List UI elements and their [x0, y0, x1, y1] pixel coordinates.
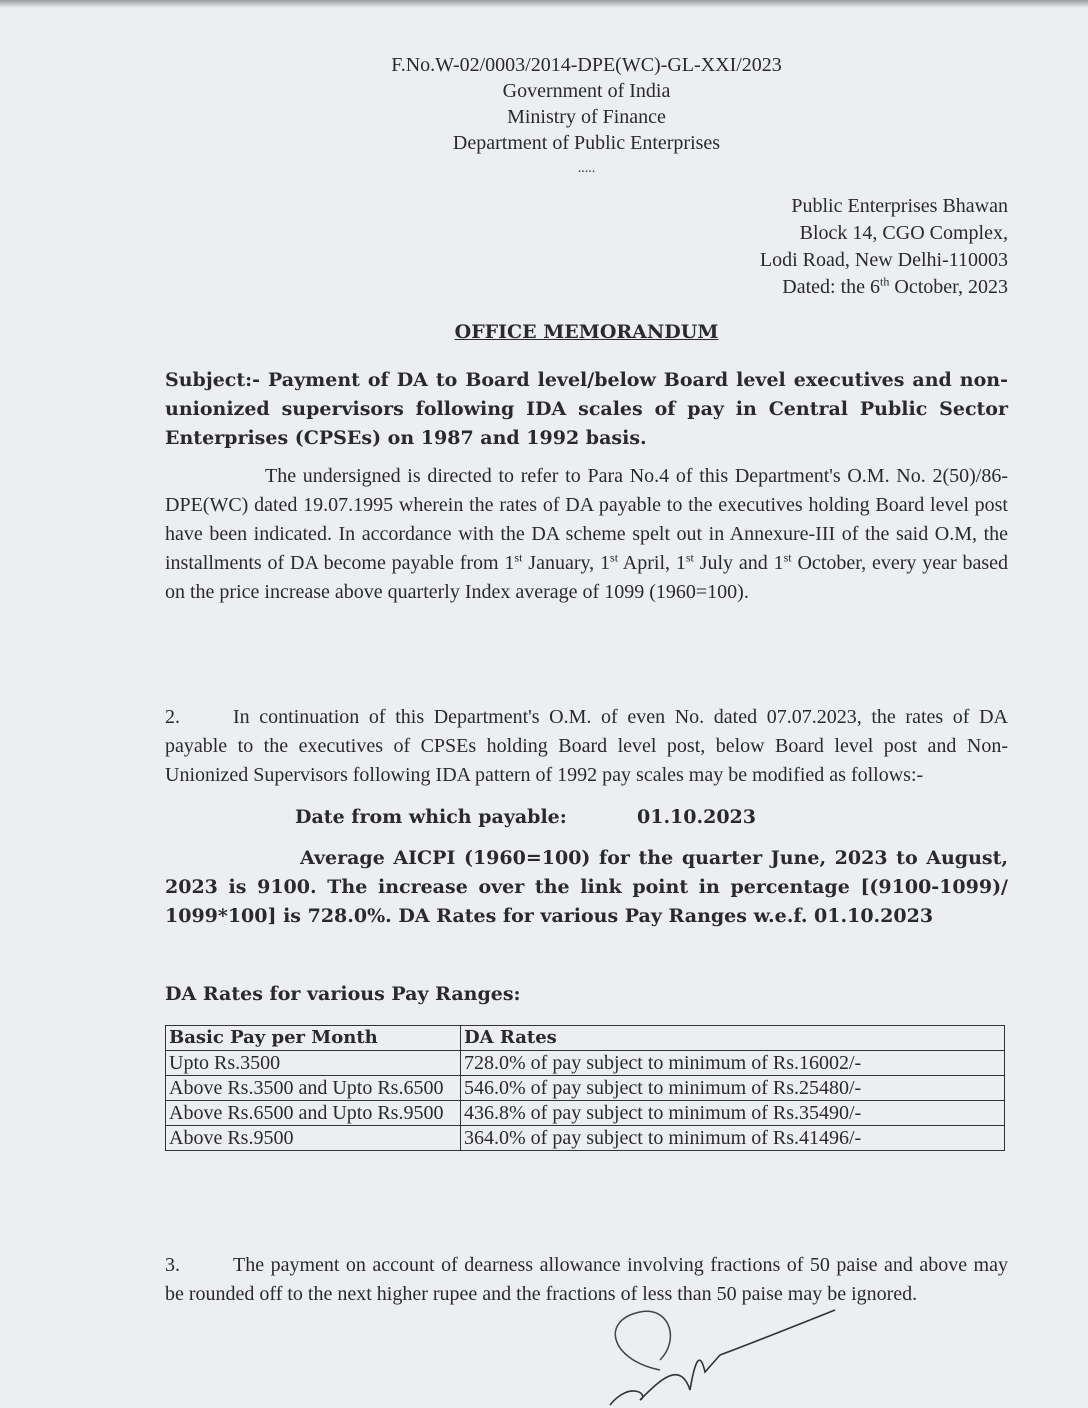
paragraph-1: [165, 462, 1008, 607]
para-number: 3.: [165, 1254, 180, 1276]
column-header: DA Rates: [461, 1026, 1005, 1051]
payable-value: 01.10.2023: [637, 806, 756, 828]
aicpi-text: Average AICPI (1960=100) for the quarter June, 2023 to August, 2023 is 9100. The increase over the link point in percentage [(9100-1099)/ 1099*100] is 728.0%. DA Rates for various Pay Ranges w.e.f. 01.10.2023: [165, 847, 1008, 927]
column-header: Basic Pay per Month: [166, 1026, 461, 1051]
address-block: [165, 193, 1008, 301]
para-text: April, 1: [618, 552, 686, 574]
subject: Subject:- Payment of DA to Board level/below Board level executives and non-unionized supervisors following IDA scales of pay in Central Public Sector Enterprises (CPSEs) on 1987 and 1992 basis.: [165, 369, 1008, 449]
date-text: October, 2023: [889, 276, 1008, 298]
address-line: Block 14, CGO Complex,: [799, 222, 1008, 244]
pay-range: Above Rs.3500 and Upto Rs.6500: [166, 1076, 461, 1101]
table-row: [166, 1101, 1005, 1126]
address-line: Public Enterprises Bhawan: [791, 195, 1008, 217]
pay-range: Above Rs.6500 and Upto Rs.9500: [166, 1101, 461, 1126]
address-line: Lodi Road, New Delhi-110003: [759, 249, 1008, 271]
table-row: [166, 1051, 1005, 1076]
paragraph-3: [165, 1251, 1008, 1309]
scan-edge: [0, 0, 1088, 8]
department-line: Department of Public Enterprises: [452, 132, 721, 154]
memo-title: OFFICE MEMORANDUM: [454, 321, 719, 343]
signature: [590, 1300, 850, 1408]
para-text: July and 1: [693, 552, 784, 574]
sup: st: [514, 550, 523, 565]
table-row: [166, 1076, 1005, 1101]
da-rate: 436.8% of pay subject to minimum of Rs.35490/-: [461, 1101, 1005, 1126]
table-row: [166, 1126, 1005, 1151]
payable-label: Date from which payable:: [295, 806, 567, 828]
sup: st: [610, 550, 619, 565]
pay-range: Upto Rs.3500: [166, 1051, 461, 1076]
table-heading: DA Rates for various Pay Ranges:: [165, 983, 521, 1005]
sup: st: [783, 550, 792, 565]
date-text: Dated: the 6: [782, 276, 881, 298]
table-header-row: [166, 1026, 1005, 1051]
para-text: In continuation of this Department's O.M. of even No. dated 07.07.2023, the rates of DA payable to the executives of CPSEs holding Board level post, below Board level post and Non-Unionized Supervisors following IDA pattern of 1992 pay scales may be modified as follows:-: [165, 706, 1008, 786]
para-text: The undersigned is directed to refer to Para No.4 of this Department's O.M. No. 2(50)/86-DPE(WC) dated 19.07.1995 wherein the rates of DA payable to the executives holding Board level post have been indicated. In accordance with the DA scheme spelt out in Annexure-III of the said O.M, the installments of DA become payable from 1: [165, 465, 1008, 574]
da-rate: 364.0% of pay subject to minimum of Rs.41496/-: [461, 1126, 1005, 1151]
date-line: [165, 274, 1008, 301]
file-number: F.No.W-02/0003/2014-DPE(WC)-GL-XXI/2023: [391, 54, 782, 76]
separator-dots: .....: [577, 161, 596, 176]
pay-range: Above Rs.9500: [166, 1126, 461, 1151]
date-sup: th: [880, 274, 890, 289]
para-text: The payment on account of dearness allowance involving fractions of 50 paise and above may be rounded off to the next higher rupee and the fractions of less than 50 paise may be ignored.: [165, 1254, 1008, 1305]
da-rate: 728.0% of pay subject to minimum of Rs.16002/-: [461, 1051, 1005, 1076]
paragraph-2: [165, 703, 1008, 790]
para-text: January, 1: [522, 552, 611, 574]
aicpi-paragraph: [165, 844, 1008, 931]
ministry-line: Ministry of Finance: [507, 106, 666, 128]
da-rates-table: [165, 1025, 1005, 1151]
para-number: 2.: [165, 706, 180, 728]
govt-line: Government of India: [502, 80, 671, 102]
sup: st: [685, 550, 694, 565]
letterhead: [165, 52, 1008, 182]
da-rate: 546.0% of pay subject to minimum of Rs.25480/-: [461, 1076, 1005, 1101]
para-text: October, every year based on the price increase above quarterly Index average of 1099 (1960=100).: [165, 552, 1008, 603]
